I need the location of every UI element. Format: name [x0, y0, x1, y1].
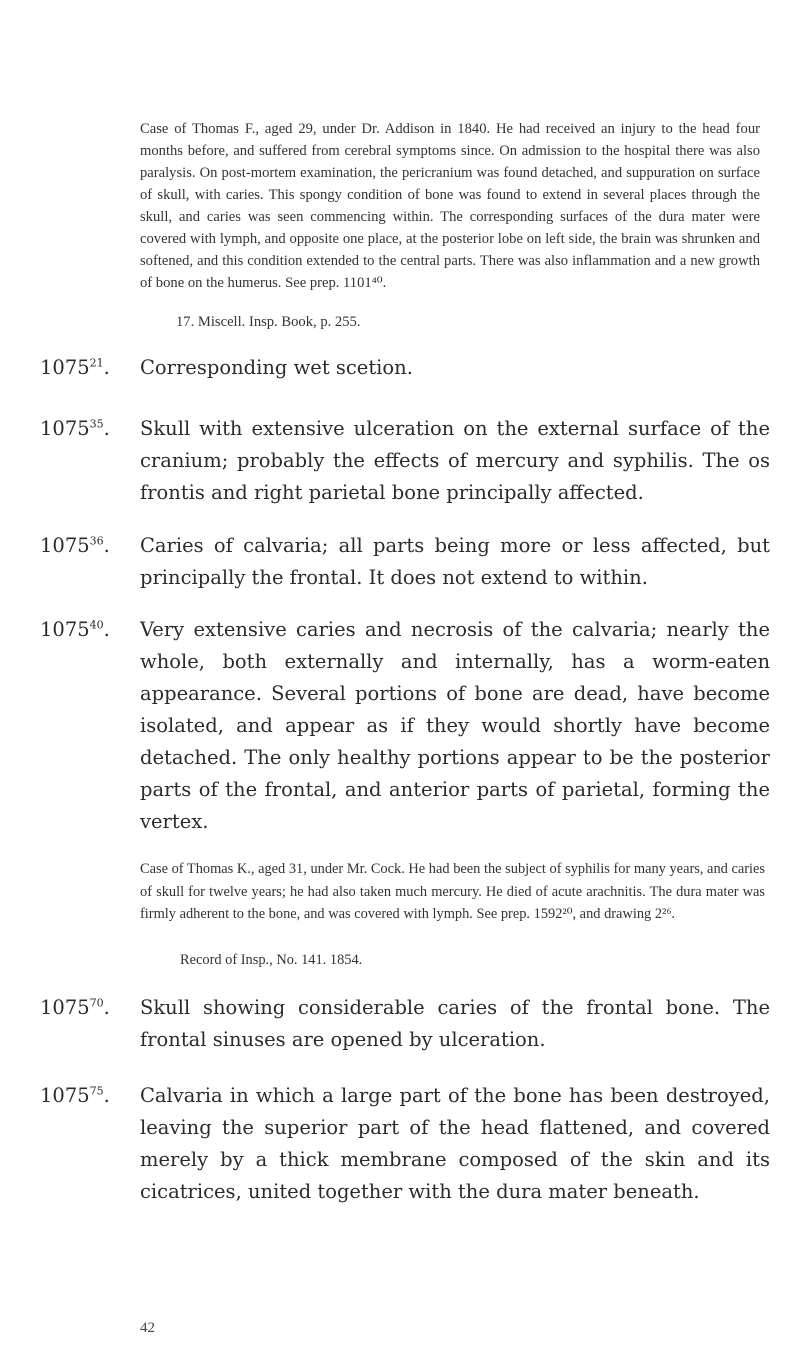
catalogue-entry — [40, 352, 770, 384]
entry-description: Skull with extensive ulceration on the external surface of the cranium; probably the effects of mercury and syphilis. The os frontis and right parietal bone principally affected. — [140, 417, 770, 504]
entry-number: 1075$^{35}$. — [40, 417, 110, 440]
entry-description: Skull showing considerable caries of the frontal bone. The frontal sinuses are opened by ulceration. — [140, 996, 770, 1051]
entry-number: 1075$^{21}$. — [40, 356, 110, 379]
entry-number: 1075$^{40}$. — [40, 618, 110, 641]
case-note-thomas-f: Case of Thomas F., aged 29, under Dr. Addison in 1840. He had received an injury to the head four months before, and suffered from cerebral symptoms since. On admission to the hospital there was also paralysis. On post-mortem examination, the pericranium was found detached, and suppuration on surface of skull, with caries. This spongy condition of bone was found to extend in several places through the skull, and caries was seen commencing within. The corresponding surfaces of the dura mater were covered with lymph, and opposite one place, at the posterior lobe on left side, the brain was shrunken and softened, and this condition extended to the central parts. There was also inflammation and a new growth of bone on the humerus. See prep. 1101⁴⁰. — [140, 121, 760, 291]
catalogue-entry — [40, 530, 770, 594]
entry-number: 1075$^{75}$. — [40, 1084, 110, 1107]
entry-number: 1075$^{36}$. — [40, 534, 110, 557]
entry-description: Calvaria in which a large part of the bone has been destroyed, leaving the superior part of the head flattened, and covered merely by a thick membrane composed of the skin and its cicatrices, united together with the dura mater beneath. — [140, 1084, 770, 1203]
page-number: 42 — [140, 1320, 155, 1336]
catalogue-entry — [40, 413, 770, 509]
entry-description: Caries of calvaria; all parts being more or less affected, but principally the frontal. It does not extend to within. — [140, 534, 770, 589]
entry-description: Very extensive caries and necrosis of the calvaria; nearly the whole, both externally and internally, has a worm-eaten appearance. Several portions of bone are dead, have become isolated, and appear as if they would shortly have become detached. The only healthy portions appear to be the posterior parts of the frontal, and anterior parts of parietal, forming the vertex. — [140, 618, 770, 833]
case-note-record-reference: Record of Insp., No. 141. 1854. — [180, 952, 363, 968]
entry-number: 1075$^{70}$. — [40, 996, 110, 1019]
entry-description: Corresponding wet scetion. — [140, 356, 413, 379]
case-note-reference: 17. Miscell. Insp. Book, p. 255. — [176, 314, 361, 330]
catalogue-entry — [40, 1080, 770, 1208]
case-note-thomas-k: Case of Thomas K., aged 31, under Mr. Cock. He had been the subject of syphilis for many years, and caries of skull for twelve years; he had also taken much mercury. He died of acute arachnitis. The dura mater was firmly adherent to the bone, and was covered with lymph. See prep. 1592²⁰, and drawing 2²⁶. — [140, 861, 765, 922]
catalogue-entry — [40, 614, 770, 838]
catalogue-entry — [40, 992, 770, 1056]
